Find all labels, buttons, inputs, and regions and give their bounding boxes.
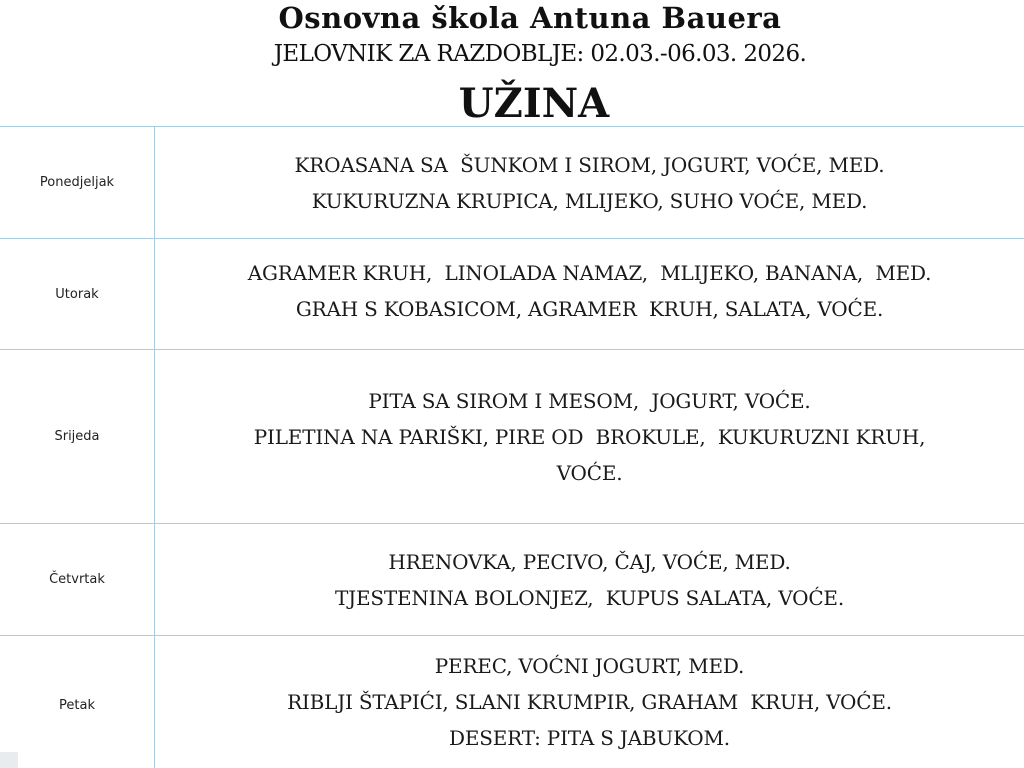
meal-line: RIBLJI ŠTAPIĆI, SLANI KRUMPIR, GRAHAM KRUH, VOĆE. — [287, 690, 892, 714]
day-label: Petak — [0, 636, 155, 768]
meal-line: HRENOVKA, PECIVO, ČAJ, VOĆE, MED. — [388, 549, 791, 574]
menu-row-tuesday — [0, 239, 1024, 350]
day-label: Četvrtak — [0, 524, 155, 636]
meal-line: TJESTENINA BOLONJEZ, KUPUS SALATA, VOĆE. — [334, 585, 844, 610]
day-label: Ponedjeljak — [0, 127, 155, 239]
meal-line: VOĆE. — [556, 460, 623, 485]
meal-cell — [155, 524, 1024, 636]
meal-line: PEREC, VOĆNI JOGURT, MED. — [434, 654, 745, 678]
meal-cell — [155, 350, 1024, 524]
menu-period: JELOVNIK ZA RAZDOBLJE: 02.03.-06.03. 2026. — [273, 41, 807, 67]
meal-cell — [155, 127, 1024, 239]
meal-line: DESERT: PITA S JABUKOM. — [449, 726, 730, 750]
meal-line: PITA SA SIROM I MESOM, JOGURT, VOĆE. — [368, 388, 811, 413]
meal-line: KUKURUZNA KRUPICA, MLIJEKO, SUHO VOĆE, MED. — [311, 188, 868, 213]
day-label: Utorak — [0, 239, 155, 350]
menu-row-thursday — [0, 524, 1024, 636]
meal-line: PILETINA NA PARIŠKI, PIRE OD BROKULE, KUKURUZNI KRUH, — [253, 424, 926, 449]
day-label: Srijeda — [0, 350, 155, 524]
meal-title: UŽINA — [458, 80, 610, 127]
menu-row-friday — [0, 636, 1024, 768]
school-name: Osnovna škola Antuna Bauera — [278, 1, 782, 35]
menu-table — [0, 126, 1024, 768]
meal-line: GRAH S KOBASICOM, AGRAMER KRUH, SALATA, VOĆE. — [295, 297, 884, 321]
corner-mark — [0, 752, 18, 768]
meal-cell — [155, 239, 1024, 350]
menu-row-monday — [0, 127, 1024, 239]
meal-cell — [155, 636, 1024, 768]
menu-row-wednesday — [0, 350, 1024, 524]
meal-line: AGRAMER KRUH, LINOLADA NAMAZ, MLIJEKO, BANANA, MED. — [247, 261, 932, 285]
meal-line: KROASANA SA ŠUNKOM I SIROM, JOGURT, VOĆE, MED. — [294, 152, 885, 177]
